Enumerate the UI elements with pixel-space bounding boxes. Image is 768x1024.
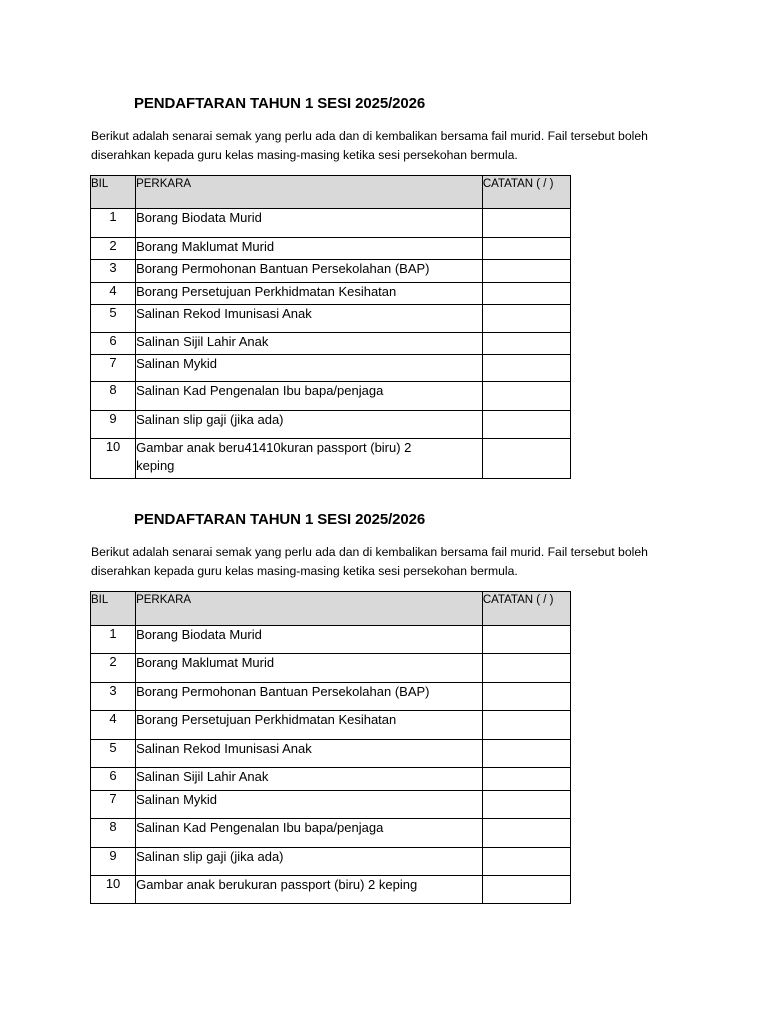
row-note-cell[interactable] bbox=[482, 791, 570, 819]
row-note-cell[interactable] bbox=[482, 382, 570, 411]
row-item: Salinan Sijil Lahir Anak bbox=[136, 333, 483, 355]
header-bil: BIL bbox=[91, 176, 136, 209]
intro-paragraph: Berikut adalah senarai semak yang perlu ada dan di kembalikan bersama fail murid. Fail tersebut boleh diserahkan kepada guru kelas masing-masing ketika sesi persekohan bermula. bbox=[91, 129, 648, 162]
table-row bbox=[91, 683, 571, 711]
table-row bbox=[91, 791, 571, 819]
row-note-cell[interactable] bbox=[482, 683, 570, 711]
table-row bbox=[91, 411, 571, 439]
row-note-cell[interactable] bbox=[482, 333, 570, 355]
row-number: 1 bbox=[91, 209, 136, 238]
row-number: 8 bbox=[91, 382, 136, 411]
row-item: Borang Biodata Murid bbox=[136, 626, 483, 654]
row-number: 7 bbox=[91, 355, 136, 382]
row-note-cell[interactable] bbox=[482, 238, 570, 260]
row-item: Salinan Kad Pengenalan Ibu bapa/penjaga bbox=[136, 382, 483, 411]
row-note-cell[interactable] bbox=[482, 209, 570, 238]
checklist-table bbox=[90, 591, 571, 904]
row-item: Borang Permohonan Bantuan Persekolahan (BAP) bbox=[136, 683, 483, 711]
checklist-table bbox=[90, 175, 571, 479]
row-item: Salinan Rekod Imunisasi Anak bbox=[136, 740, 483, 768]
row-item: Salinan slip gaji (jika ada) bbox=[136, 411, 483, 439]
table-row bbox=[91, 819, 571, 848]
row-note-cell[interactable] bbox=[482, 283, 570, 305]
row-note-cell[interactable] bbox=[482, 768, 570, 791]
table-row bbox=[91, 382, 571, 411]
row-number: 6 bbox=[91, 768, 136, 791]
row-note-cell[interactable] bbox=[482, 711, 570, 740]
header-catatan: CATATAN ( / ) bbox=[482, 176, 570, 209]
row-number: 1 bbox=[91, 626, 136, 654]
table-row bbox=[91, 740, 571, 768]
header-perkara: PERKARA bbox=[136, 176, 483, 209]
table-row bbox=[91, 876, 571, 904]
row-number: 9 bbox=[91, 411, 136, 439]
row-number: 10 bbox=[91, 439, 136, 479]
row-item: Salinan Kad Pengenalan Ibu bapa/penjaga bbox=[136, 819, 483, 848]
row-item: Salinan Mykid bbox=[136, 791, 483, 819]
row-note-cell[interactable] bbox=[482, 848, 570, 876]
row-item: Salinan Sijil Lahir Anak bbox=[136, 768, 483, 791]
row-number: 6 bbox=[91, 333, 136, 355]
table-row bbox=[91, 654, 571, 683]
table-row bbox=[91, 626, 571, 654]
row-item: Borang Persetujuan Perkhidmatan Kesihatan bbox=[136, 283, 483, 305]
table-row bbox=[91, 848, 571, 876]
row-note-cell[interactable] bbox=[482, 654, 570, 683]
header-bil: BIL bbox=[91, 592, 136, 626]
row-number: 4 bbox=[91, 711, 136, 740]
row-item: Borang Biodata Murid bbox=[136, 209, 483, 238]
row-item: Borang Persetujuan Perkhidmatan Kesihatan bbox=[136, 711, 483, 740]
row-note-cell[interactable] bbox=[482, 305, 570, 333]
row-number: 5 bbox=[91, 305, 136, 333]
row-item: Gambar anak berukuran passport (biru) 2 keping bbox=[136, 876, 483, 904]
table-header-row bbox=[91, 176, 571, 209]
row-note-cell[interactable] bbox=[482, 260, 570, 283]
table-row bbox=[91, 305, 571, 333]
row-number: 7 bbox=[91, 791, 136, 819]
row-number: 5 bbox=[91, 740, 136, 768]
row-note-cell[interactable] bbox=[482, 411, 570, 439]
row-number: 9 bbox=[91, 848, 136, 876]
table-row bbox=[91, 333, 571, 355]
header-catatan: CATATAN ( / ) bbox=[482, 592, 570, 626]
header-perkara: PERKARA bbox=[136, 592, 483, 626]
row-note-cell[interactable] bbox=[482, 626, 570, 654]
row-note-cell[interactable] bbox=[482, 740, 570, 768]
row-item: Salinan Rekod Imunisasi Anak bbox=[136, 305, 483, 333]
row-item: Borang Maklumat Murid bbox=[136, 654, 483, 683]
row-number: 10 bbox=[91, 876, 136, 904]
intro-paragraph: Berikut adalah senarai semak yang perlu ada dan di kembalikan bersama fail murid. Fail tersebut boleh diserahkan kepada guru kelas masing-masing ketika sesi persekohan bermula. bbox=[91, 545, 648, 578]
table-row bbox=[91, 355, 571, 382]
row-note-cell[interactable] bbox=[482, 876, 570, 904]
table-row bbox=[91, 768, 571, 791]
page-title: PENDAFTARAN TAHUN 1 SESI 2025/2026 bbox=[134, 511, 426, 528]
row-note-cell[interactable] bbox=[482, 819, 570, 848]
row-note-cell[interactable] bbox=[482, 439, 570, 479]
row-number: 3 bbox=[91, 260, 136, 283]
row-number: 2 bbox=[91, 654, 136, 683]
table-row bbox=[91, 439, 571, 479]
table-row bbox=[91, 238, 571, 260]
row-item: Salinan slip gaji (jika ada) bbox=[136, 848, 483, 876]
table-row bbox=[91, 209, 571, 238]
row-item: Gambar anak beru41410kuran passport (biru) 2 keping bbox=[136, 439, 483, 479]
row-item: Salinan Mykid bbox=[136, 355, 483, 382]
table-row bbox=[91, 260, 571, 283]
row-number: 2 bbox=[91, 238, 136, 260]
row-item: Borang Maklumat Murid bbox=[136, 238, 483, 260]
row-number: 3 bbox=[91, 683, 136, 711]
table-header-row bbox=[91, 592, 571, 626]
page-title: PENDAFTARAN TAHUN 1 SESI 2025/2026 bbox=[134, 95, 426, 112]
table-row bbox=[91, 283, 571, 305]
row-number: 8 bbox=[91, 819, 136, 848]
row-item: Borang Permohonan Bantuan Persekolahan (BAP) bbox=[136, 260, 483, 283]
row-note-cell[interactable] bbox=[482, 355, 570, 382]
row-number: 4 bbox=[91, 283, 136, 305]
table-row bbox=[91, 711, 571, 740]
